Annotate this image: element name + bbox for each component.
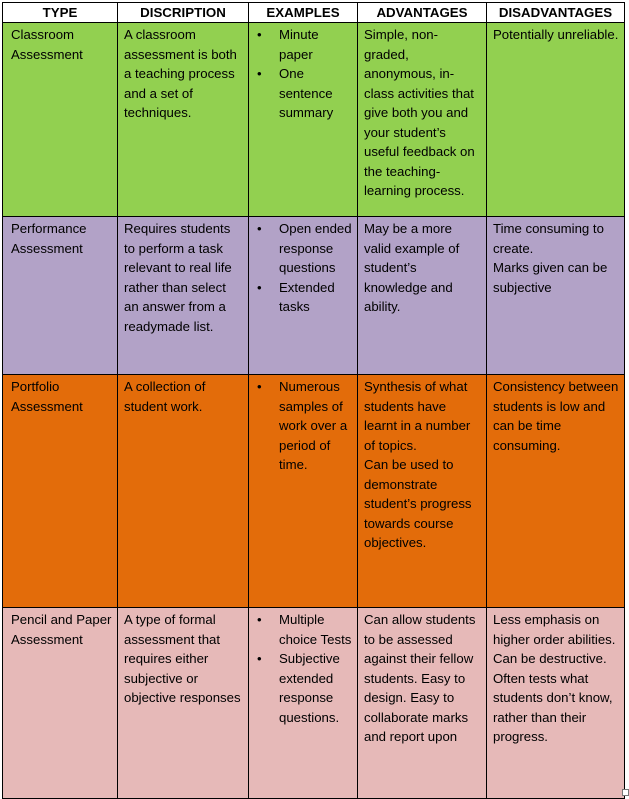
examples-list (255, 219, 353, 317)
examples-cell (249, 217, 358, 375)
disadvantage-text: Marks given can be subjective (493, 260, 608, 295)
bullet-icon: • (257, 651, 262, 666)
advantages-cell (358, 217, 487, 375)
bullet-icon: • (257, 379, 262, 394)
example-item: • Subjective extended response questions. (257, 651, 340, 725)
examples-cell (249, 608, 358, 799)
disadvantage-text: Time consuming to create. (493, 221, 604, 256)
table-row-performance (3, 217, 625, 375)
description-cell: A classroom assessment is both a teaching process and a set of techniques. (118, 23, 249, 217)
disadvantages-cell (487, 23, 625, 217)
assessment-table (2, 2, 625, 799)
table-row-portfolio (3, 375, 625, 608)
header-row (3, 3, 625, 23)
type-cell: Portfolio Assessment (3, 375, 118, 608)
examples-list (255, 377, 353, 475)
header-advantages: ADVANTAGES (358, 3, 487, 23)
advantage-text: Simple, non-graded, anonymous, in-class activities that give both you and your student’s useful feedback on the teaching-learning process. (364, 27, 475, 198)
table-row-pencil-paper (3, 608, 625, 799)
advantage-text: Can allow students to be assessed against their fellow students. Easy to design. Easy to collaborate marks and report upon (364, 612, 476, 744)
header-type: TYPE (3, 3, 118, 23)
advantages-cell (358, 608, 487, 799)
examples-cell (249, 375, 358, 608)
description-cell: A type of formal assessment that requires either subjective or objective responses (118, 608, 249, 799)
advantage-text: Synthesis of what students have learnt in a number of topics. (364, 379, 471, 453)
examples-cell (249, 23, 358, 217)
bullet-icon: • (257, 612, 262, 627)
bullet-icon: • (257, 66, 262, 81)
example-item: • Multiple choice Tests (257, 612, 352, 647)
example-item: • Extended tasks (257, 279, 335, 314)
advantages-cell (358, 23, 487, 217)
disadvantage-text: Often tests what students don’t know, rather than their progress. (493, 670, 613, 744)
advantage-text: Can be used to demonstrate student’s progress towards course objectives. (364, 457, 472, 550)
bullet-icon: • (257, 221, 262, 236)
example-item: • Open ended response questions (257, 221, 352, 275)
examples-list (255, 25, 353, 123)
example-item: • One sentence summary (257, 66, 334, 120)
examples-list (255, 610, 353, 727)
type-cell: Classroom Assessment (3, 23, 118, 217)
description-cell: A collection of student work. (118, 375, 249, 608)
disadvantages-cell (487, 217, 625, 375)
header-disadvantages: DISADVANTAGES (487, 3, 625, 23)
bullet-icon: • (257, 27, 262, 42)
description-cell: Requires students to perform a task relevant to real life rather than select an answer from a readymade list. (118, 217, 249, 375)
disadvantage-text: Potentially unreliable. (493, 27, 619, 42)
disadvantages-cell (487, 608, 625, 799)
table-resize-handle[interactable] (622, 789, 629, 796)
type-cell: Pencil and Paper Assessment (3, 608, 118, 799)
table-row-classroom (3, 23, 625, 217)
header-description: DISCRIPTION (118, 3, 249, 23)
disadvantage-text: Less emphasis on higher order abilities. Can be destructive. (493, 612, 616, 666)
disadvantage-text: Consistency between students is low and can be time consuming. (493, 379, 619, 453)
example-item: • Numerous samples of work over a period of time. (257, 379, 348, 472)
bullet-icon: • (257, 279, 262, 295)
advantage-text: May be a more valid example of student’s knowledge and ability. (364, 221, 460, 314)
disadvantages-cell (487, 375, 625, 608)
advantages-cell (358, 375, 487, 608)
example-item: • Minute paper (257, 27, 319, 62)
header-examples: EXAMPLES (249, 3, 358, 23)
type-cell: Performance Assessment (3, 217, 118, 375)
